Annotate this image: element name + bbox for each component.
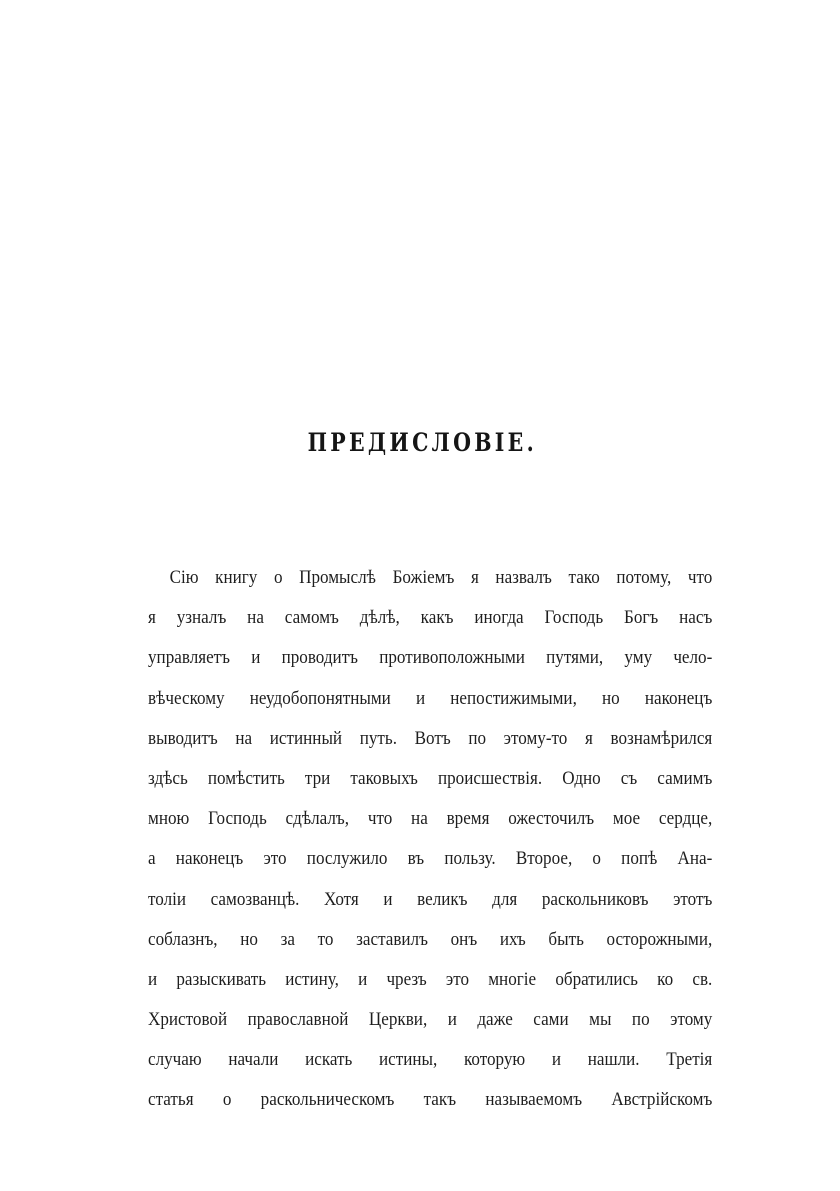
text-line: Сію книгу о Промыслѣ Божіемъ я назвалъ тако потому, что bbox=[169, 567, 713, 588]
text-line: здѣсь помѣстить три таковыхъ происшествія. Одно съ самимъ bbox=[148, 767, 713, 789]
text-line: мною Господь сдѣлалъ, что на время ожесточилъ мое сердце, bbox=[148, 808, 713, 830]
text-line: я узналъ на самомъ дѣлѣ, какъ иногда Господь Богъ насъ bbox=[148, 607, 713, 629]
text-line: а наконецъ это послужило въ пользу. Второе, о попѣ Ана- bbox=[148, 848, 713, 870]
text-line: статья о раскольническомъ такъ называемомъ Австрійскомъ bbox=[148, 1089, 713, 1111]
preface-body bbox=[148, 558, 712, 1121]
text-line: соблазнъ, но за то заставилъ онъ ихъ быть осторожными, bbox=[148, 928, 713, 950]
text-line: толіи самозванцѣ. Хотя и великъ для раскольниковъ этотъ bbox=[148, 888, 713, 910]
text-line: выводитъ на истинный путь. Вотъ по этому-то я вознамѣрился bbox=[148, 727, 713, 749]
text-line: случаю начали искать истины, которую и нашли. Третія bbox=[148, 1049, 713, 1071]
text-line: управляетъ и проводитъ противоположными путями, уму чело- bbox=[148, 647, 713, 669]
text-line: Христовой православной Церкви, и даже сами мы по этому bbox=[148, 1009, 713, 1031]
page-title: ПРЕДИСЛОВІЕ. bbox=[307, 428, 538, 457]
text-line: вѣческому неудобопонятными и непостижимыми, но наконецъ bbox=[148, 687, 713, 709]
text-line: и разыскивать истину, и чрезъ это многіе обратились ко св. bbox=[148, 968, 713, 990]
